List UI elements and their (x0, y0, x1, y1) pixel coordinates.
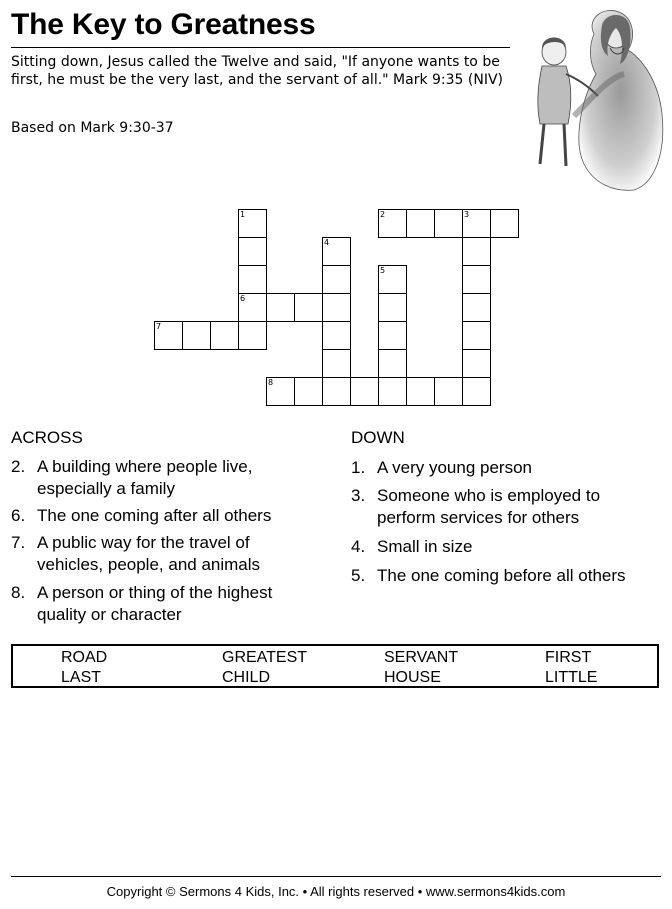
crossword-cell[interactable] (378, 377, 407, 406)
crossword-cell[interactable] (322, 377, 351, 406)
crossword-cell[interactable] (462, 321, 491, 350)
crossword-cell[interactable] (462, 349, 491, 378)
clue-number: 3. (351, 486, 366, 505)
across-clue (11, 582, 321, 626)
clue-number: 7. (11, 533, 26, 552)
crossword-cell[interactable] (294, 377, 323, 406)
crossword-cell[interactable] (490, 209, 519, 238)
crossword-cell[interactable] (238, 209, 267, 238)
clue-text: A public way for the travel of vehicles, people, and animals (37, 533, 261, 574)
crossword-cell[interactable] (266, 377, 295, 406)
down-clue (351, 485, 661, 529)
footer-divider (11, 876, 661, 877)
crossword-cell[interactable] (322, 265, 351, 294)
down-heading: DOWN (351, 428, 405, 447)
clue-number: 6. (11, 506, 26, 525)
crossword-cell[interactable] (406, 209, 435, 238)
crossword-cell[interactable] (434, 209, 463, 238)
crossword-cell[interactable] (378, 293, 407, 322)
crossword-cell[interactable] (238, 265, 267, 294)
across-clue (11, 456, 321, 500)
crossword-cell[interactable] (462, 265, 491, 294)
clue-text: A very young person (377, 458, 532, 477)
across-clue (11, 532, 321, 576)
crossword-cell[interactable] (350, 377, 379, 406)
down-clue (351, 536, 661, 558)
crossword-cell[interactable] (154, 321, 183, 350)
scripture-reference: Based on Mark 9:30-37 (11, 120, 174, 136)
crossword-cell[interactable] (378, 349, 407, 378)
word-bank-item: LAST (61, 669, 102, 686)
across-heading: ACROSS (11, 428, 83, 447)
across-clue (11, 505, 321, 527)
cell-number: 3 (464, 210, 470, 219)
crossword-cell[interactable] (238, 237, 267, 266)
clue-text: A building where people live, especially a family (37, 457, 253, 498)
word-bank-item: SERVANT (384, 649, 459, 666)
clue-number: 5. (351, 566, 366, 585)
crossword-cell[interactable] (378, 321, 407, 350)
word-bank-item: ROAD (61, 649, 108, 666)
cell-number: 4 (324, 238, 330, 247)
clue-text: A person or thing of the highest quality or character (37, 583, 273, 624)
clue-text: The one coming before all others (377, 566, 626, 585)
crossword-cell[interactable] (462, 377, 491, 406)
jesus-with-child-illustration (524, 4, 666, 192)
clue-number: 2. (11, 457, 26, 476)
word-bank-item: GREATEST (222, 649, 308, 666)
scripture-verse: Sitting down, Jesus called the Twelve and said, "If anyone wants to be first, he must be the very last, and the servant of all." Mark 9:35 (NIV) (11, 54, 504, 88)
crossword-cell[interactable] (462, 209, 491, 238)
copyright-footer: Copyright © Sermons 4 Kids, Inc. • All rights reserved • www.sermons4kids.com (106, 884, 566, 899)
crossword-cell[interactable] (322, 293, 351, 322)
word-bank (11, 644, 659, 688)
crossword-cell[interactable] (238, 293, 267, 322)
cell-number: 7 (156, 322, 162, 331)
crossword-cell[interactable] (462, 237, 491, 266)
crossword-cell[interactable] (266, 293, 295, 322)
crossword-cell[interactable] (238, 321, 267, 350)
title-divider (11, 47, 510, 48)
crossword-cell[interactable] (322, 321, 351, 350)
cell-number: 8 (268, 378, 274, 387)
clue-text: Small in size (377, 537, 473, 556)
crossword-cell[interactable] (378, 265, 407, 294)
clue-number: 1. (351, 458, 366, 477)
down-clue (351, 457, 661, 479)
crossword-cell[interactable] (322, 349, 351, 378)
cell-number: 2 (380, 210, 386, 219)
page-title: The Key to Greatness (11, 8, 316, 41)
crossword-cell[interactable] (294, 293, 323, 322)
clue-number: 8. (11, 583, 26, 602)
cell-number: 6 (240, 294, 246, 303)
crossword-cell[interactable] (462, 293, 491, 322)
cell-number: 5 (380, 266, 386, 275)
crossword-cell[interactable] (406, 377, 435, 406)
cell-number: 1 (240, 210, 246, 219)
word-bank-item: CHILD (222, 669, 271, 686)
clue-number: 4. (351, 537, 366, 556)
word-bank-item: LITTLE (545, 669, 598, 686)
clue-text: Someone who is employed to perform services for others (377, 486, 601, 527)
crossword-cell[interactable] (434, 377, 463, 406)
crossword-cell[interactable] (210, 321, 239, 350)
crossword-cell[interactable] (182, 321, 211, 350)
crossword-cell[interactable] (378, 209, 407, 238)
crossword-cell[interactable] (322, 237, 351, 266)
down-clue (351, 565, 666, 587)
clue-text: The one coming after all others (37, 506, 272, 525)
word-bank-item: FIRST (545, 649, 592, 666)
word-bank-item: HOUSE (384, 669, 441, 686)
